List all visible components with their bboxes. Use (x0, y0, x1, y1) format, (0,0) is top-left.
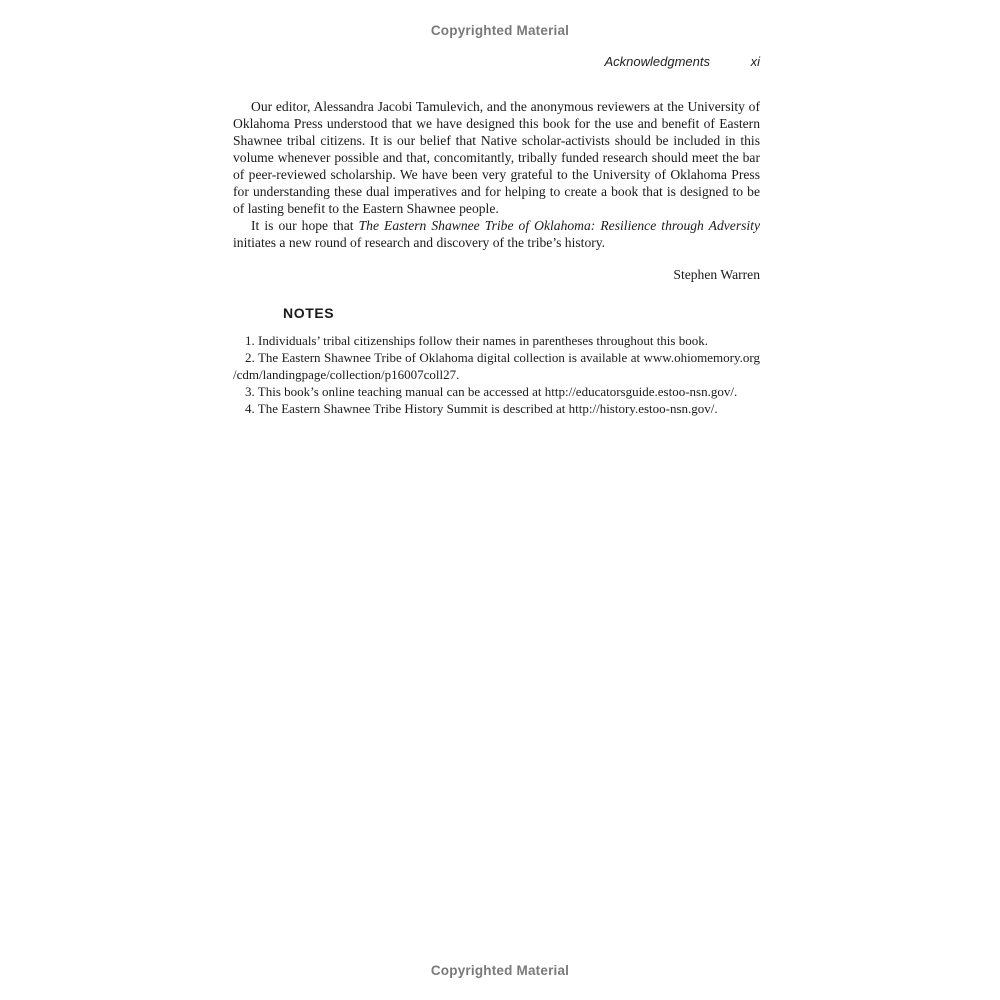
note-number: 3. (245, 384, 255, 399)
paragraph-editor: Our editor, Alessandra Jacobi Tamulevich, and the anonymous reviewers at the University of Oklahoma Press understood that we have designed this book for the use and benefit of Eastern Shawnee tribal citizens. It is our belief that Native scholar-activists should be included in this volume whenever possible and that, concomitantly, tribally funded research should meet the bar of peer-reviewed scholarship. We have been very grateful to the University of Oklahoma Press for understanding these dual imperatives and for helping to create a book that is designed to be of lasting benefit to the Eastern Shawnee people. (233, 99, 760, 216)
paragraph-hope-intro: It is our hope that (251, 218, 359, 233)
page-number: xi (750, 54, 760, 69)
signature: Stephen Warren (673, 267, 760, 282)
notes-list (233, 332, 760, 417)
book-title: The Eastern Shawnee Tribe of Oklahoma: Resilience through Adversity (358, 218, 760, 233)
note-text: Individuals’ tribal citizenships follow their names in parentheses throughout this book. (258, 333, 708, 348)
running-head (233, 54, 760, 72)
notes-heading: NOTES (283, 305, 335, 321)
note-item (233, 400, 760, 417)
note-item (233, 383, 760, 400)
note-text: The Eastern Shawnee Tribe History Summit is described at http://history.estoo-nsn.gov/. (257, 401, 718, 416)
body-text (233, 98, 760, 251)
note-number: 2. (245, 350, 255, 365)
paragraph-hope-rest: initiates a new round of research and discovery of the tribe’s history. (233, 235, 606, 250)
paragraph-hope (233, 217, 760, 251)
note-text: The Eastern Shawnee Tribe of Oklahoma digital collection is available at www.ohiomemory.org /cdm/landingpage/collection/p16007coll27. (233, 350, 761, 382)
note-item (233, 349, 760, 383)
note-text: This book’s online teaching manual can be accessed at http://educatorsguide.estoo-nsn.gov/. (257, 384, 738, 399)
running-head-title: Acknowledgments (604, 54, 710, 69)
note-number: 1. (245, 333, 255, 348)
copyright-watermark-bottom: Copyrighted Material (430, 963, 570, 978)
note-item (233, 332, 760, 349)
copyright-watermark-top: Copyrighted Material (430, 23, 570, 38)
note-number: 4. (245, 401, 255, 416)
